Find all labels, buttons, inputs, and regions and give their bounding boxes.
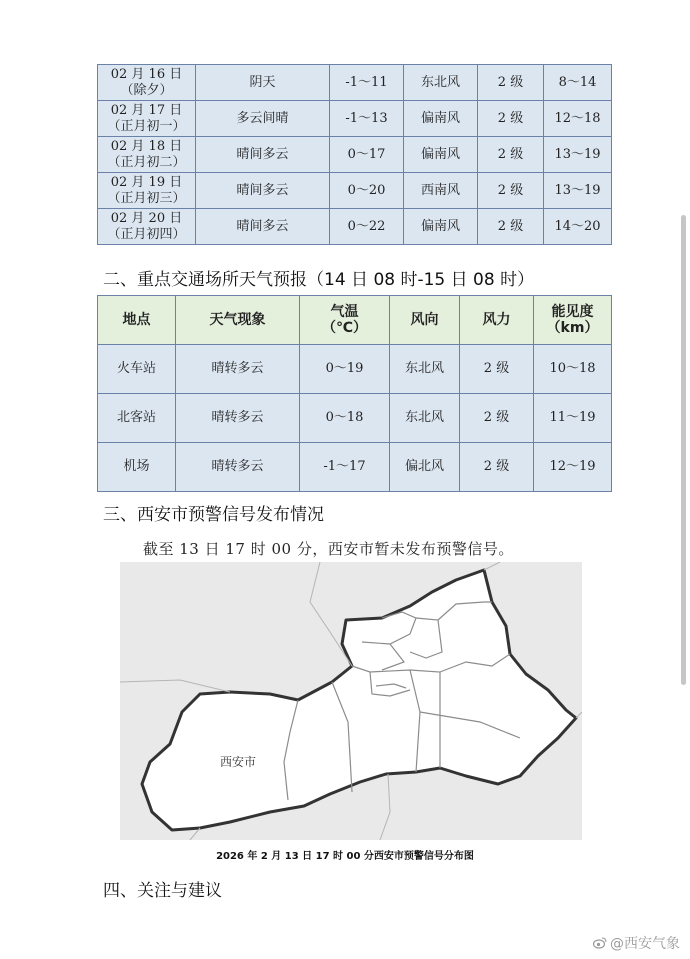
table-row bbox=[98, 173, 612, 209]
wind-force-cell: 2 级 bbox=[478, 137, 544, 173]
location-cell: 火车站 bbox=[98, 345, 176, 394]
forecast-table bbox=[97, 64, 612, 245]
visibility-cell: 13～19 bbox=[544, 173, 612, 209]
city-boundary bbox=[142, 570, 576, 830]
map-caption: 2026 年 2 月 13 日 17 时 00 分西安市预警信号分布图 bbox=[216, 851, 474, 862]
temp-cell: 0～20 bbox=[330, 173, 404, 209]
date-cell: 02 月 17 日 （正月初一） bbox=[98, 101, 196, 137]
wind-force-cell: 2 级 bbox=[460, 345, 534, 394]
temp-cell: 0～22 bbox=[330, 209, 404, 245]
temp-cell: 0～19 bbox=[300, 345, 390, 394]
watermark-text: @西安气象 bbox=[610, 936, 680, 952]
scrollbar[interactable] bbox=[681, 215, 686, 685]
visibility-cell: 12～19 bbox=[534, 443, 612, 492]
wind-force-cell: 2 级 bbox=[460, 443, 534, 492]
weather-cell: 晴转多云 bbox=[176, 394, 300, 443]
table-row bbox=[98, 394, 612, 443]
table-header-row bbox=[98, 296, 612, 345]
header-weather: 天气现象 bbox=[176, 296, 300, 345]
wind-force-cell: 2 级 bbox=[478, 65, 544, 101]
wind-force-cell: 2 级 bbox=[478, 101, 544, 137]
weather-cell: 晴转多云 bbox=[176, 443, 300, 492]
table-row bbox=[98, 209, 612, 245]
table-row bbox=[98, 137, 612, 173]
date-cell: 02 月 18 日 （正月初二） bbox=[98, 137, 196, 173]
table-row bbox=[98, 443, 612, 492]
wind-force-cell: 2 级 bbox=[460, 394, 534, 443]
temp-cell: 0～18 bbox=[300, 394, 390, 443]
wind-dir-cell: 东北风 bbox=[404, 65, 478, 101]
header-wind-force: 风力 bbox=[460, 296, 534, 345]
location-cell: 北客站 bbox=[98, 394, 176, 443]
table-row bbox=[98, 345, 612, 394]
weather-cell: 多云间晴 bbox=[196, 101, 330, 137]
temp-cell: -1～17 bbox=[300, 443, 390, 492]
table-row bbox=[98, 65, 612, 101]
visibility-cell: 13～19 bbox=[544, 137, 612, 173]
xian-district-map bbox=[120, 562, 582, 840]
map-city-label: 西安市 bbox=[220, 755, 257, 769]
weather-cell: 晴转多云 bbox=[176, 345, 300, 394]
visibility-cell: 14～20 bbox=[544, 209, 612, 245]
wind-dir-cell: 偏南风 bbox=[404, 101, 478, 137]
section-heading-transport: 二、重点交通场所天气预报（14 日 08 时-15 日 08 时） bbox=[103, 270, 535, 290]
transport-forecast-table bbox=[97, 295, 612, 492]
header-temp: 气温 （℃） bbox=[300, 296, 390, 345]
watermark bbox=[593, 933, 680, 953]
warning-map bbox=[120, 562, 582, 840]
weather-cell: 阴天 bbox=[196, 65, 330, 101]
section-heading-warnings: 三、西安市预警信号发布情况 bbox=[103, 505, 324, 525]
wind-dir-cell: 偏南风 bbox=[404, 137, 478, 173]
wind-dir-cell: 东北风 bbox=[390, 345, 460, 394]
wind-dir-cell: 东北风 bbox=[390, 394, 460, 443]
table-row bbox=[98, 101, 612, 137]
header-visibility: 能见度 （km） bbox=[534, 296, 612, 345]
header-wind-dir: 风向 bbox=[390, 296, 460, 345]
date-cell: 02 月 20 日 （正月初四） bbox=[98, 209, 196, 245]
weather-cell: 晴间多云 bbox=[196, 173, 330, 209]
header-location: 地点 bbox=[98, 296, 176, 345]
temp-cell: -1～13 bbox=[330, 101, 404, 137]
location-cell: 机场 bbox=[98, 443, 176, 492]
visibility-cell: 11～19 bbox=[534, 394, 612, 443]
wind-dir-cell: 偏北风 bbox=[390, 443, 460, 492]
warning-status-paragraph: 截至 13 日 17 时 00 分，西安市暂未发布预警信号。 bbox=[143, 540, 514, 558]
wind-force-cell: 2 级 bbox=[478, 209, 544, 245]
wind-dir-cell: 偏南风 bbox=[404, 209, 478, 245]
weather-cell: 晴间多云 bbox=[196, 137, 330, 173]
temp-cell: 0～17 bbox=[330, 137, 404, 173]
wind-dir-cell: 西南风 bbox=[404, 173, 478, 209]
wind-force-cell: 2 级 bbox=[478, 173, 544, 209]
temp-cell: -1～11 bbox=[330, 65, 404, 101]
visibility-cell: 8～14 bbox=[544, 65, 612, 101]
weather-cell: 晴间多云 bbox=[196, 209, 330, 245]
date-cell: 02 月 19 日 （正月初三） bbox=[98, 173, 196, 209]
visibility-cell: 10～18 bbox=[534, 345, 612, 394]
date-cell: 02 月 16 日 （除夕） bbox=[98, 65, 196, 101]
section-heading-advice: 四、关注与建议 bbox=[103, 881, 222, 901]
visibility-cell: 12～18 bbox=[544, 101, 612, 137]
weibo-icon bbox=[593, 937, 607, 949]
